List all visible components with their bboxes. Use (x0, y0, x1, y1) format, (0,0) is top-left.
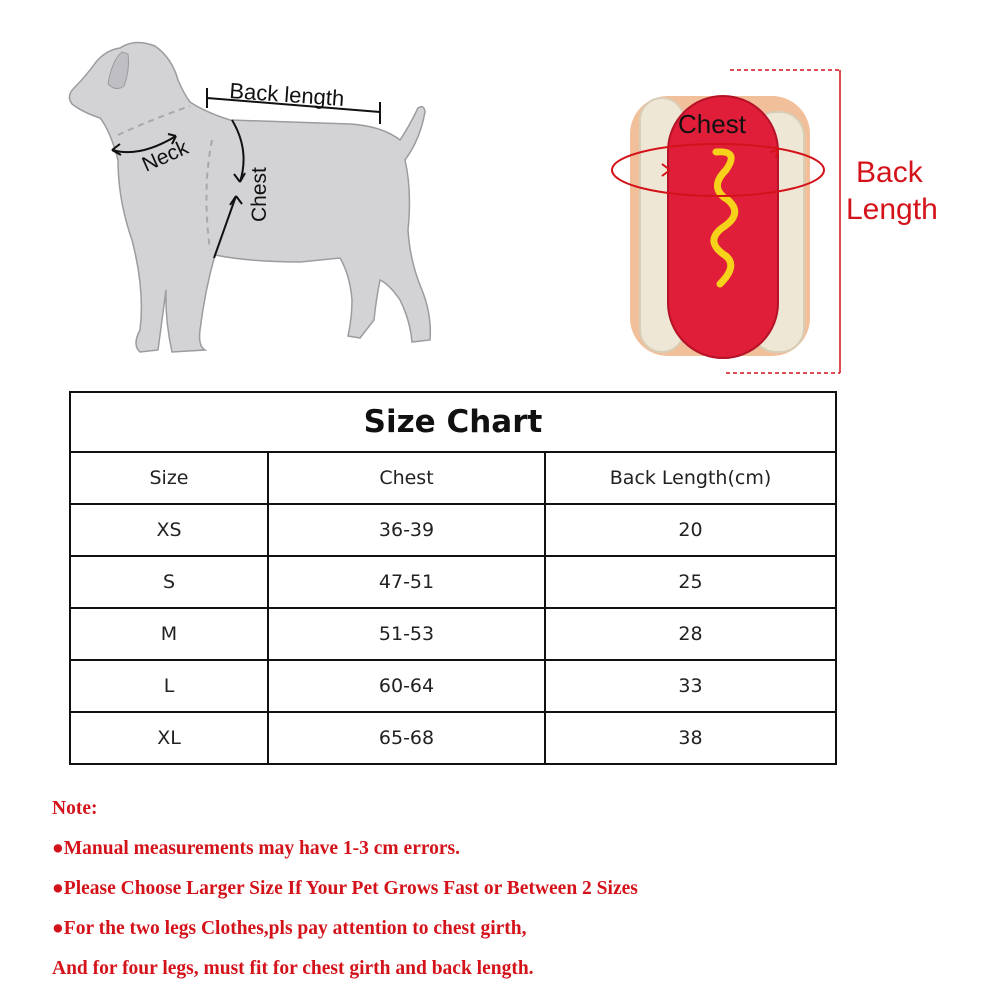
dog-measurement-diagram (69, 42, 430, 352)
dog-chest-label: Chest (248, 167, 271, 222)
note-line: ●Please Choose Larger Size If Your Pet Grows Fast or Between 2 Sizes (52, 878, 638, 899)
hotdog-costume-diagram (612, 70, 938, 373)
costume-back-label-line2: Length (846, 193, 938, 226)
neck-label: Neck (138, 136, 192, 177)
table-row (70, 660, 836, 712)
chest-cell: 65-68 (268, 712, 545, 764)
back-length-cell: 25 (545, 556, 836, 608)
chest-cell: 60-64 (268, 660, 545, 712)
size-cell: XS (70, 504, 268, 556)
chest-cell: 51-53 (268, 608, 545, 660)
costume-back-label-line1: Back (856, 156, 923, 189)
back-length-cell: 20 (545, 504, 836, 556)
table-row (70, 556, 836, 608)
size-chart-title-row (70, 392, 836, 452)
size-chart-title: Size Chart (70, 392, 836, 452)
size-chart-header-row (70, 452, 836, 504)
costume-chest-label: Chest (678, 109, 746, 139)
size-cell: L (70, 660, 268, 712)
note-heading: Note: (52, 798, 98, 819)
back-length-label: Back length (228, 78, 346, 112)
table-row (70, 712, 836, 764)
chest-cell: 36-39 (268, 504, 545, 556)
size-cell: M (70, 608, 268, 660)
note-line: ●For the two legs Clothes,pls pay attention to chest girth, (52, 918, 527, 939)
size-cell: XL (70, 712, 268, 764)
back-length-cell: 38 (545, 712, 836, 764)
note-line: ●Manual measurements may have 1-3 cm errors. (52, 838, 461, 859)
back-length-cell: 33 (545, 660, 836, 712)
header-back-length: Back Length(cm) (545, 452, 836, 504)
measurement-illustration (0, 0, 1000, 390)
header-size: Size (70, 452, 268, 504)
note-line: And for four legs, must fit for chest girth and back length. (52, 958, 534, 979)
table-row (70, 608, 836, 660)
size-chart-table (69, 391, 837, 765)
table-row (70, 504, 836, 556)
back-length-cell: 28 (545, 608, 836, 660)
notes-section (52, 789, 982, 989)
size-cell: S (70, 556, 268, 608)
header-chest: Chest (268, 452, 545, 504)
chest-cell: 47-51 (268, 556, 545, 608)
